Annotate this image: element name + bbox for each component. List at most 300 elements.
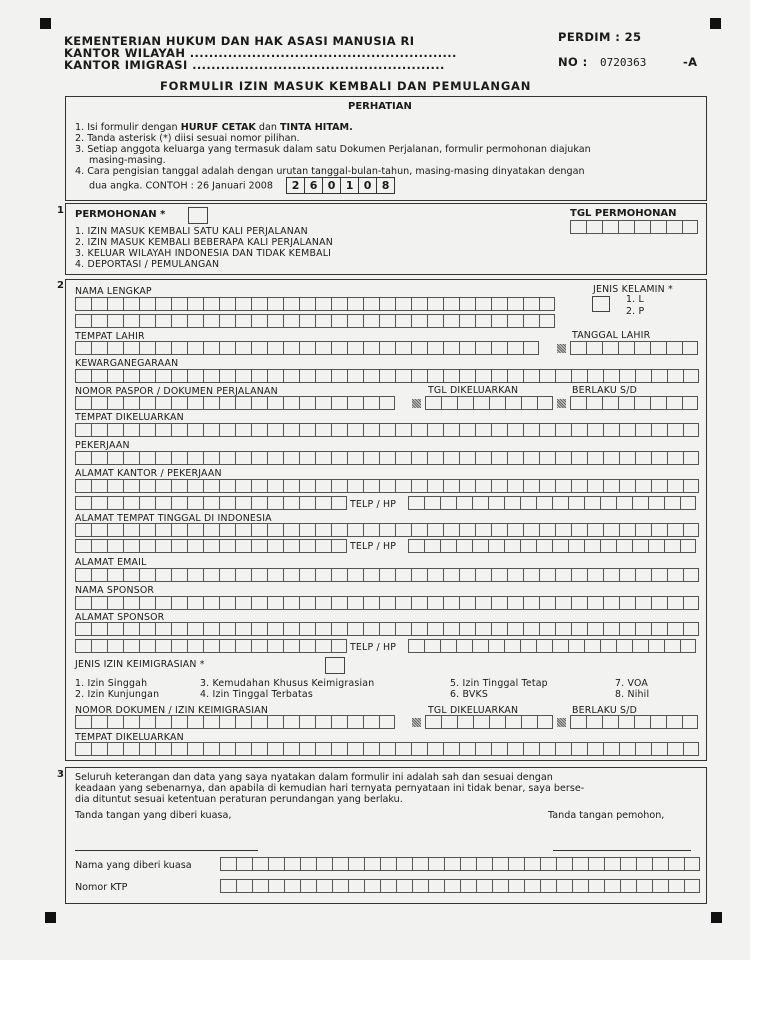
- char-cell[interactable]: [251, 539, 267, 553]
- char-cell[interactable]: [155, 639, 171, 653]
- char-cell[interactable]: [616, 539, 632, 553]
- char-cell[interactable]: [155, 297, 171, 311]
- char-cell[interactable]: [475, 297, 491, 311]
- char-cell[interactable]: [107, 341, 123, 355]
- char-cell[interactable]: [267, 297, 283, 311]
- char-cell[interactable]: [123, 451, 139, 465]
- char-cell[interactable]: [107, 314, 123, 328]
- char-cell[interactable]: [251, 479, 267, 493]
- char-cell[interactable]: [75, 622, 91, 636]
- nama-lengkap-input-2[interactable]: [75, 314, 555, 328]
- char-cell[interactable]: [123, 341, 139, 355]
- char-cell[interactable]: [586, 220, 602, 234]
- char-cell[interactable]: [267, 568, 283, 582]
- char-cell[interactable]: [379, 396, 395, 410]
- char-cell[interactable]: [75, 496, 91, 510]
- char-cell[interactable]: [187, 297, 203, 311]
- char-cell[interactable]: [299, 423, 315, 437]
- char-cell[interactable]: [284, 857, 300, 871]
- char-cell[interactable]: [251, 396, 267, 410]
- char-cell[interactable]: [203, 568, 219, 582]
- char-cell[interactable]: [219, 622, 235, 636]
- char-cell[interactable]: [219, 369, 235, 383]
- char-cell[interactable]: [203, 639, 219, 653]
- char-cell[interactable]: [539, 314, 555, 328]
- char-cell[interactable]: [363, 742, 379, 756]
- char-cell[interactable]: [523, 369, 539, 383]
- char-cell[interactable]: [107, 523, 123, 537]
- char-cell[interactable]: [443, 479, 459, 493]
- char-cell[interactable]: [427, 568, 443, 582]
- char-cell[interactable]: [443, 341, 459, 355]
- char-cell[interactable]: [395, 479, 411, 493]
- char-cell[interactable]: [123, 742, 139, 756]
- signature-pemohon-line[interactable]: [553, 850, 691, 851]
- char-cell[interactable]: [267, 396, 283, 410]
- char-cell[interactable]: [332, 879, 348, 893]
- char-cell[interactable]: [443, 523, 459, 537]
- tempat-dikeluarkan2-input[interactable]: [75, 742, 699, 756]
- char-cell[interactable]: [91, 639, 107, 653]
- char-cell[interactable]: [586, 396, 602, 410]
- char-cell[interactable]: [683, 479, 699, 493]
- char-cell[interactable]: [91, 596, 107, 610]
- char-cell[interactable]: [315, 314, 331, 328]
- char-cell[interactable]: [251, 622, 267, 636]
- char-cell[interactable]: [107, 496, 123, 510]
- char-cell[interactable]: [203, 396, 219, 410]
- char-cell[interactable]: [347, 523, 363, 537]
- char-cell[interactable]: [443, 742, 459, 756]
- char-cell[interactable]: [155, 596, 171, 610]
- tgl-dikeluarkan-input[interactable]: [425, 396, 553, 410]
- char-cell[interactable]: [251, 715, 267, 729]
- char-cell[interactable]: [155, 479, 171, 493]
- char-cell[interactable]: [636, 857, 652, 871]
- char-cell[interactable]: [604, 857, 620, 871]
- char-cell[interactable]: [299, 742, 315, 756]
- char-cell[interactable]: [251, 369, 267, 383]
- char-cell[interactable]: [616, 639, 632, 653]
- char-cell[interactable]: [667, 742, 683, 756]
- char-cell[interactable]: [107, 479, 123, 493]
- char-cell[interactable]: [299, 396, 315, 410]
- char-cell[interactable]: [603, 451, 619, 465]
- char-cell[interactable]: [473, 715, 489, 729]
- char-cell[interactable]: [427, 423, 443, 437]
- char-cell[interactable]: [491, 314, 507, 328]
- jenis-kelamin-box[interactable]: [592, 296, 610, 312]
- char-cell[interactable]: [171, 715, 187, 729]
- char-cell[interactable]: [571, 568, 587, 582]
- char-cell[interactable]: [171, 523, 187, 537]
- char-cell[interactable]: [267, 479, 283, 493]
- char-cell[interactable]: [504, 539, 520, 553]
- char-cell[interactable]: [219, 314, 235, 328]
- char-cell[interactable]: [235, 396, 251, 410]
- char-cell[interactable]: [520, 639, 536, 653]
- char-cell[interactable]: [570, 396, 586, 410]
- char-cell[interactable]: [427, 479, 443, 493]
- char-cell[interactable]: [584, 539, 600, 553]
- char-cell[interactable]: [347, 596, 363, 610]
- char-cell[interactable]: [315, 396, 331, 410]
- char-cell[interactable]: [363, 479, 379, 493]
- char-cell[interactable]: [75, 451, 91, 465]
- char-cell[interactable]: [123, 396, 139, 410]
- char-cell[interactable]: [411, 596, 427, 610]
- char-cell[interactable]: [139, 369, 155, 383]
- char-cell[interactable]: [203, 341, 219, 355]
- char-cell[interactable]: [315, 596, 331, 610]
- char-cell[interactable]: [91, 451, 107, 465]
- char-cell[interactable]: [139, 314, 155, 328]
- char-cell[interactable]: [427, 622, 443, 636]
- char-cell[interactable]: [648, 539, 664, 553]
- char-cell[interactable]: [235, 369, 251, 383]
- char-cell[interactable]: [235, 539, 251, 553]
- char-cell[interactable]: [331, 539, 347, 553]
- char-cell[interactable]: [331, 451, 347, 465]
- char-cell[interactable]: [155, 539, 171, 553]
- char-cell[interactable]: [536, 639, 552, 653]
- char-cell[interactable]: [523, 314, 539, 328]
- char-cell[interactable]: [251, 523, 267, 537]
- char-cell[interactable]: [283, 341, 299, 355]
- char-cell[interactable]: [75, 568, 91, 582]
- char-cell[interactable]: [603, 622, 619, 636]
- char-cell[interactable]: [507, 596, 523, 610]
- char-cell[interactable]: [555, 596, 571, 610]
- char-cell[interactable]: [428, 879, 444, 893]
- char-cell[interactable]: [363, 297, 379, 311]
- char-cell[interactable]: [651, 369, 667, 383]
- char-cell[interactable]: [457, 715, 473, 729]
- char-cell[interactable]: [283, 369, 299, 383]
- char-cell[interactable]: [379, 297, 395, 311]
- char-cell[interactable]: [491, 742, 507, 756]
- char-cell[interactable]: [267, 496, 283, 510]
- char-cell[interactable]: [379, 622, 395, 636]
- char-cell[interactable]: [379, 596, 395, 610]
- char-cell[interactable]: [171, 539, 187, 553]
- char-cell[interactable]: [555, 479, 571, 493]
- char-cell[interactable]: [268, 857, 284, 871]
- char-cell[interactable]: [171, 341, 187, 355]
- char-cell[interactable]: [91, 742, 107, 756]
- char-cell[interactable]: [139, 496, 155, 510]
- char-cell[interactable]: [443, 314, 459, 328]
- char-cell[interactable]: [363, 715, 379, 729]
- char-cell[interactable]: [504, 496, 520, 510]
- char-cell[interactable]: [475, 523, 491, 537]
- char-cell[interactable]: [537, 396, 553, 410]
- char-cell[interactable]: [440, 639, 456, 653]
- char-cell[interactable]: [634, 715, 650, 729]
- char-cell[interactable]: [473, 396, 489, 410]
- char-cell[interactable]: [456, 539, 472, 553]
- char-cell[interactable]: [331, 369, 347, 383]
- char-cell[interactable]: [363, 369, 379, 383]
- char-cell[interactable]: [75, 539, 91, 553]
- char-cell[interactable]: [395, 742, 411, 756]
- char-cell[interactable]: [620, 879, 636, 893]
- char-cell[interactable]: [521, 396, 537, 410]
- char-cell[interactable]: [459, 479, 475, 493]
- char-cell[interactable]: [475, 479, 491, 493]
- char-cell[interactable]: [635, 423, 651, 437]
- char-cell[interactable]: [315, 622, 331, 636]
- char-cell[interactable]: [472, 639, 488, 653]
- char-cell[interactable]: [636, 879, 652, 893]
- char-cell[interactable]: [619, 568, 635, 582]
- char-cell[interactable]: [315, 341, 331, 355]
- char-cell[interactable]: [411, 369, 427, 383]
- char-cell[interactable]: [107, 451, 123, 465]
- char-cell[interactable]: [396, 857, 412, 871]
- char-cell[interactable]: [443, 297, 459, 311]
- char-cell[interactable]: [619, 369, 635, 383]
- char-cell[interactable]: [395, 341, 411, 355]
- char-cell[interactable]: [427, 341, 443, 355]
- char-cell[interactable]: [315, 639, 331, 653]
- char-cell[interactable]: [139, 341, 155, 355]
- char-cell[interactable]: [187, 639, 203, 653]
- char-cell[interactable]: [588, 857, 604, 871]
- nomor-ktp-input[interactable]: [220, 879, 700, 893]
- char-cell[interactable]: [219, 523, 235, 537]
- char-cell[interactable]: [491, 479, 507, 493]
- char-cell[interactable]: [459, 297, 475, 311]
- char-cell[interactable]: [459, 314, 475, 328]
- char-cell[interactable]: [664, 639, 680, 653]
- char-cell[interactable]: [424, 639, 440, 653]
- char-cell[interactable]: [620, 857, 636, 871]
- char-cell[interactable]: [603, 523, 619, 537]
- char-cell[interactable]: [411, 568, 427, 582]
- char-cell[interactable]: [668, 879, 684, 893]
- char-cell[interactable]: [603, 369, 619, 383]
- tanggal-lahir-input[interactable]: [570, 341, 698, 355]
- char-cell[interactable]: [683, 596, 699, 610]
- char-cell[interactable]: [299, 639, 315, 653]
- char-cell[interactable]: [171, 496, 187, 510]
- char-cell[interactable]: [684, 857, 700, 871]
- char-cell[interactable]: [552, 496, 568, 510]
- char-cell[interactable]: [283, 715, 299, 729]
- char-cell[interactable]: [91, 496, 107, 510]
- char-cell[interactable]: [379, 341, 395, 355]
- char-cell[interactable]: [187, 539, 203, 553]
- permohonan-choice-box[interactable]: [188, 207, 208, 224]
- char-cell[interactable]: [139, 622, 155, 636]
- char-cell[interactable]: [123, 297, 139, 311]
- char-cell[interactable]: [379, 742, 395, 756]
- char-cell[interactable]: [139, 596, 155, 610]
- char-cell[interactable]: [219, 715, 235, 729]
- char-cell[interactable]: [363, 396, 379, 410]
- char-cell[interactable]: [440, 539, 456, 553]
- char-cell[interactable]: [267, 715, 283, 729]
- char-cell[interactable]: [584, 639, 600, 653]
- char-cell[interactable]: [441, 396, 457, 410]
- char-cell[interactable]: [251, 496, 267, 510]
- tempat-lahir-input[interactable]: [75, 341, 539, 355]
- pekerjaan-input[interactable]: [75, 451, 699, 465]
- char-cell[interactable]: [459, 568, 475, 582]
- char-cell[interactable]: [600, 496, 616, 510]
- char-cell[interactable]: [682, 341, 698, 355]
- char-cell[interactable]: [299, 523, 315, 537]
- char-cell[interactable]: [347, 423, 363, 437]
- char-cell[interactable]: [267, 369, 283, 383]
- char-cell[interactable]: [379, 523, 395, 537]
- char-cell[interactable]: [507, 622, 523, 636]
- char-cell[interactable]: [411, 479, 427, 493]
- char-cell[interactable]: [91, 622, 107, 636]
- char-cell[interactable]: [459, 523, 475, 537]
- char-cell[interactable]: [411, 314, 427, 328]
- char-cell[interactable]: [379, 715, 395, 729]
- char-cell[interactable]: [315, 451, 331, 465]
- char-cell[interactable]: [219, 539, 235, 553]
- char-cell[interactable]: [75, 423, 91, 437]
- char-cell[interactable]: [331, 423, 347, 437]
- char-cell[interactable]: [540, 857, 556, 871]
- char-cell[interactable]: [283, 523, 299, 537]
- char-cell[interactable]: [348, 857, 364, 871]
- char-cell[interactable]: [632, 639, 648, 653]
- char-cell[interactable]: [523, 341, 539, 355]
- char-cell[interactable]: [507, 341, 523, 355]
- char-cell[interactable]: [427, 596, 443, 610]
- char-cell[interactable]: [523, 297, 539, 311]
- char-cell[interactable]: [267, 423, 283, 437]
- char-cell[interactable]: [107, 568, 123, 582]
- char-cell[interactable]: [507, 297, 523, 311]
- char-cell[interactable]: [203, 314, 219, 328]
- char-cell[interactable]: [504, 639, 520, 653]
- char-cell[interactable]: [632, 539, 648, 553]
- char-cell[interactable]: [252, 879, 268, 893]
- char-cell[interactable]: [664, 496, 680, 510]
- char-cell[interactable]: [488, 639, 504, 653]
- char-cell[interactable]: [347, 396, 363, 410]
- char-cell[interactable]: [123, 479, 139, 493]
- char-cell[interactable]: [540, 879, 556, 893]
- char-cell[interactable]: [411, 742, 427, 756]
- char-cell[interactable]: [187, 523, 203, 537]
- char-cell[interactable]: [571, 451, 587, 465]
- char-cell[interactable]: [236, 879, 252, 893]
- char-cell[interactable]: [283, 451, 299, 465]
- char-cell[interactable]: [364, 857, 380, 871]
- alamat-kantor-input-2[interactable]: [75, 496, 347, 510]
- char-cell[interactable]: [299, 568, 315, 582]
- char-cell[interactable]: [460, 879, 476, 893]
- char-cell[interactable]: [459, 596, 475, 610]
- char-cell[interactable]: [299, 596, 315, 610]
- char-cell[interactable]: [379, 314, 395, 328]
- char-cell[interactable]: [475, 622, 491, 636]
- char-cell[interactable]: [171, 639, 187, 653]
- char-cell[interactable]: [107, 396, 123, 410]
- char-cell[interactable]: [491, 523, 507, 537]
- char-cell[interactable]: [635, 479, 651, 493]
- char-cell[interactable]: [651, 523, 667, 537]
- nama-lengkap-input-1[interactable]: [75, 297, 555, 311]
- char-cell[interactable]: [299, 715, 315, 729]
- char-cell[interactable]: [568, 539, 584, 553]
- char-cell[interactable]: [571, 622, 587, 636]
- char-cell[interactable]: [347, 479, 363, 493]
- char-cell[interactable]: [348, 879, 364, 893]
- char-cell[interactable]: [667, 523, 683, 537]
- char-cell[interactable]: [411, 423, 427, 437]
- char-cell[interactable]: [651, 596, 667, 610]
- char-cell[interactable]: [587, 423, 603, 437]
- char-cell[interactable]: [650, 220, 666, 234]
- char-cell[interactable]: [299, 369, 315, 383]
- char-cell[interactable]: [523, 451, 539, 465]
- char-cell[interactable]: [524, 857, 540, 871]
- char-cell[interactable]: [235, 715, 251, 729]
- char-cell[interactable]: [251, 639, 267, 653]
- tempat-dikeluarkan-input[interactable]: [75, 423, 699, 437]
- char-cell[interactable]: [666, 715, 682, 729]
- char-cell[interactable]: [347, 297, 363, 311]
- char-cell[interactable]: [411, 622, 427, 636]
- char-cell[interactable]: [331, 715, 347, 729]
- char-cell[interactable]: [587, 523, 603, 537]
- char-cell[interactable]: [299, 341, 315, 355]
- char-cell[interactable]: [219, 639, 235, 653]
- char-cell[interactable]: [363, 622, 379, 636]
- char-cell[interactable]: [75, 396, 91, 410]
- char-cell[interactable]: [411, 341, 427, 355]
- char-cell[interactable]: [441, 715, 457, 729]
- char-cell[interactable]: [683, 523, 699, 537]
- char-cell[interactable]: [395, 451, 411, 465]
- char-cell[interactable]: [507, 742, 523, 756]
- char-cell[interactable]: [618, 396, 634, 410]
- char-cell[interactable]: [555, 423, 571, 437]
- char-cell[interactable]: [556, 857, 572, 871]
- char-cell[interactable]: [267, 539, 283, 553]
- char-cell[interactable]: [219, 297, 235, 311]
- char-cell[interactable]: [267, 523, 283, 537]
- char-cell[interactable]: [283, 622, 299, 636]
- char-cell[interactable]: [75, 369, 91, 383]
- char-cell[interactable]: [91, 314, 107, 328]
- char-cell[interactable]: [491, 341, 507, 355]
- char-cell[interactable]: [523, 596, 539, 610]
- char-cell[interactable]: [683, 423, 699, 437]
- char-cell[interactable]: [107, 622, 123, 636]
- char-cell[interactable]: [667, 451, 683, 465]
- char-cell[interactable]: [139, 715, 155, 729]
- char-cell[interactable]: [284, 879, 300, 893]
- char-cell[interactable]: [408, 639, 424, 653]
- char-cell[interactable]: [395, 297, 411, 311]
- char-cell[interactable]: [363, 314, 379, 328]
- char-cell[interactable]: [619, 423, 635, 437]
- char-cell[interactable]: [283, 539, 299, 553]
- char-cell[interactable]: [283, 297, 299, 311]
- alamat-tinggal-input-1[interactable]: [75, 523, 699, 537]
- char-cell[interactable]: [300, 879, 316, 893]
- char-cell[interactable]: [667, 479, 683, 493]
